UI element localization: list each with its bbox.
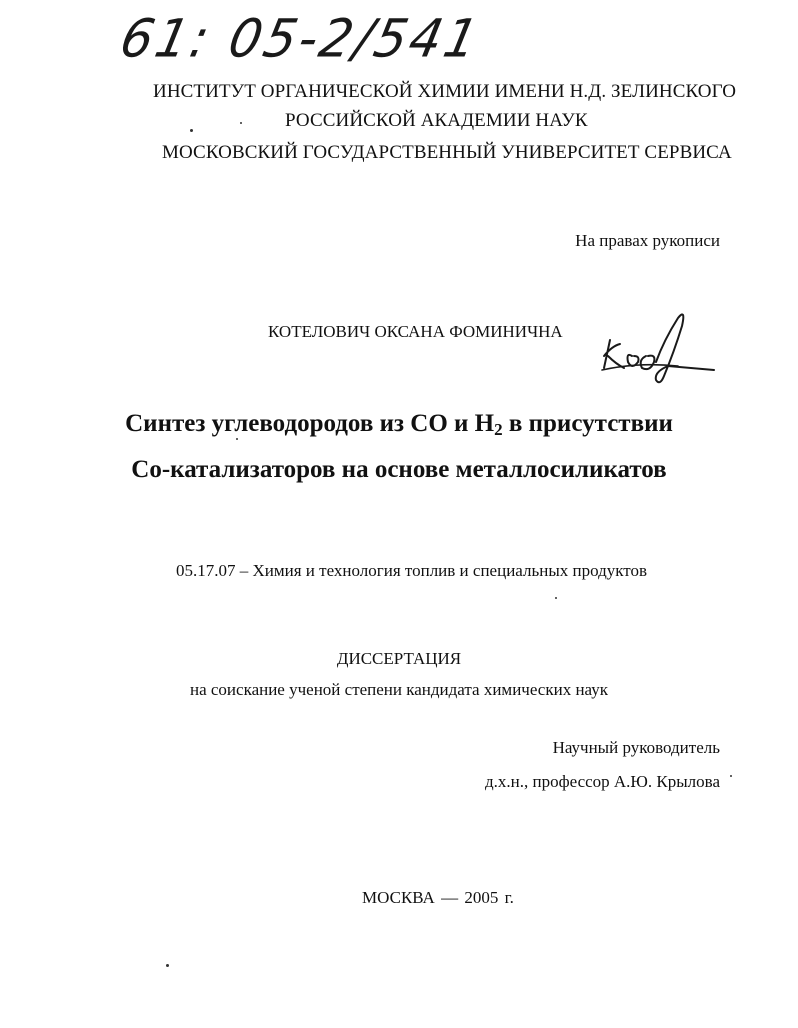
scan-speck xyxy=(190,129,193,132)
specialty-code: 05.17.07 – Химия и технология топлив и специальных продуктов xyxy=(176,561,648,580)
degree-line: на соискание ученой степени кандидата химических наук xyxy=(189,680,608,699)
city-year: МОСКВА — 2005 г. xyxy=(362,888,514,907)
author-signature xyxy=(598,300,718,390)
supervisor-name: д.х.н., профессор А.Ю. Крылова xyxy=(484,772,720,791)
institution-line-1: ИНСТИТУТ ОРГАНИЧЕСКОЙ ХИМИИ ИМЕНИ Н.Д. ЗЕЛИНСКОГО xyxy=(153,81,737,102)
institution-line-3: МОСКОВСКИЙ ГОСУДАРСТВЕННЫЙ УНИВЕРСИТЕТ СЕРВИСА xyxy=(162,142,732,163)
scan-speck xyxy=(730,775,732,777)
document-type: ДИССЕРТАЦИЯ xyxy=(336,649,462,668)
author-name: КОТЕЛОВИЧ ОКСАНА ФОМИНИЧНА xyxy=(268,322,563,341)
supervisor-label: Научный руководитель xyxy=(552,738,720,757)
thesis-title-line-2: Со-катализаторов на основе металлосиликатов xyxy=(131,456,667,483)
scan-speck xyxy=(166,964,169,967)
thesis-title-line-1: Синтез углеводородов из СО и $Н_2$ в присутствии xyxy=(125,410,673,439)
institution-line-2: РОССИЙСКОЙ АКАДЕМИИ НАУК xyxy=(285,110,588,131)
scan-speck xyxy=(555,597,557,599)
scan-speck xyxy=(236,438,238,440)
handwritten-archive-number: 61: 05-2/541 xyxy=(115,8,487,69)
scan-speck xyxy=(240,122,242,124)
manuscript-rights-note: На правах рукописи xyxy=(575,231,720,250)
